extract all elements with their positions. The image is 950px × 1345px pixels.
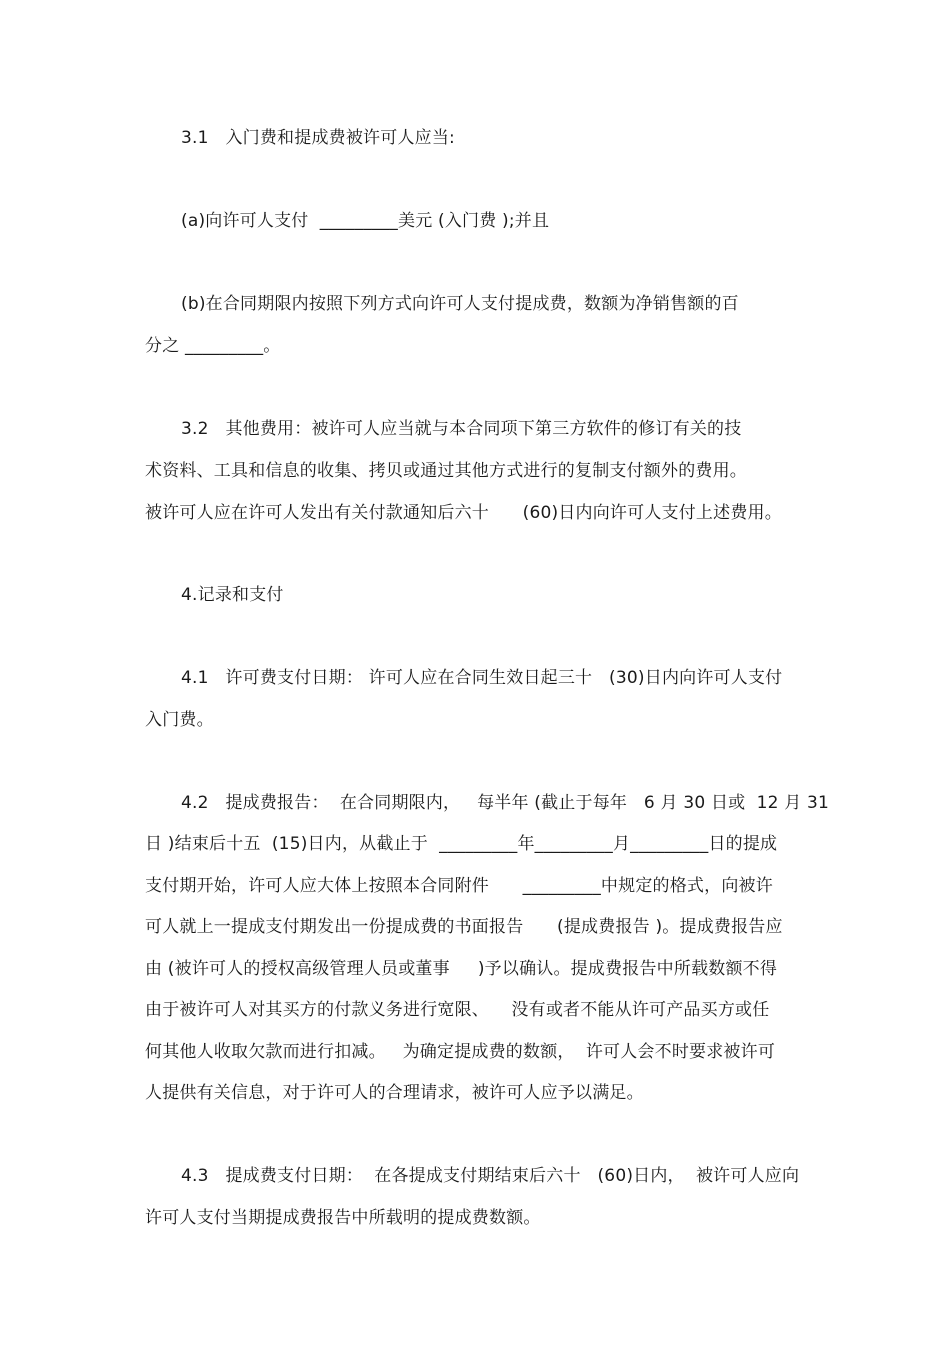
clause-4-2-line-1: 4.2 提成费报告： 在合同期限内， 每半年 (截止于每年 6 月 30 日或 12 月 31 [181, 793, 830, 813]
clause-4-2-line-5: 由 (被许可人的授权高级管理人员或董事 )予以确认。提成费报告中所载数额不得 [145, 959, 778, 979]
clause-4-2-line-4: 可人就上一提成支付期发出一份提成费的书面报告 (提成费报告 )。提成费报告应 [145, 917, 783, 937]
clause-4-1-line-2: 入门费。 [145, 710, 214, 730]
clause-3-2-line-1: 3.2 其他费用：被许可人应当就与本合同项下第三方软件的修订有关的技 [181, 419, 742, 439]
clause-3-2-line-2: 术资料、工具和信息的收集、拷贝或通过其他方式进行的复制支付额外的费用。 [145, 461, 747, 481]
clause-4-2-line-2: 日 )结束后十五 (15)日内，从截止于 _________年_________月_________日的提成 [145, 834, 778, 854]
clause-4-2-line-7: 何其他人收取欠款而进行扣减。 为确定提成费的数额， 许可人会不时要求被许可 [145, 1042, 776, 1062]
clause-3-1-heading: 3.1 入门费和提成费被许可人应当: [181, 128, 455, 148]
clause-4-2-line-8: 人提供有关信息，对于许可人的合理请求，被许可人应予以满足。 [145, 1083, 644, 1103]
clause-4-3-line-1: 4.3 提成费支付日期： 在各提成支付期结束后六十 (60)日内， 被许可人应向 [181, 1166, 800, 1186]
clause-3-1-a: (a)向许可人支付 _________美元 (入门费 );并且 [181, 211, 550, 231]
section-4-heading: 4.记录和支付 [181, 585, 284, 605]
clause-4-3-line-2: 许可人支付当期提成费报告中所载明的提成费数额。 [145, 1208, 541, 1228]
clause-3-1-b-line-1: (b)在合同期限内按照下列方式向许可人支付提成费，数额为净销售额的百 [181, 294, 739, 314]
clause-4-2-line-3: 支付期开始，许可人应大体上按照本合同附件 _________中规定的格式，向被许 [145, 876, 773, 896]
clause-3-2-line-3: 被许可人应在许可人发出有关付款通知后六十 (60)日内向许可人支付上述费用。 [145, 503, 782, 523]
clause-4-2-line-6: 由于被许可人对其买方的付款义务进行宽限、 没有或者不能从许可产品买方或任 [145, 1000, 770, 1020]
clause-3-1-b-line-2: 分之 _________。 [145, 336, 281, 356]
clause-4-1-line-1: 4.1 许可费支付日期： 许可人应在合同生效日起三十 (30)日内向许可人支付 [181, 668, 783, 688]
